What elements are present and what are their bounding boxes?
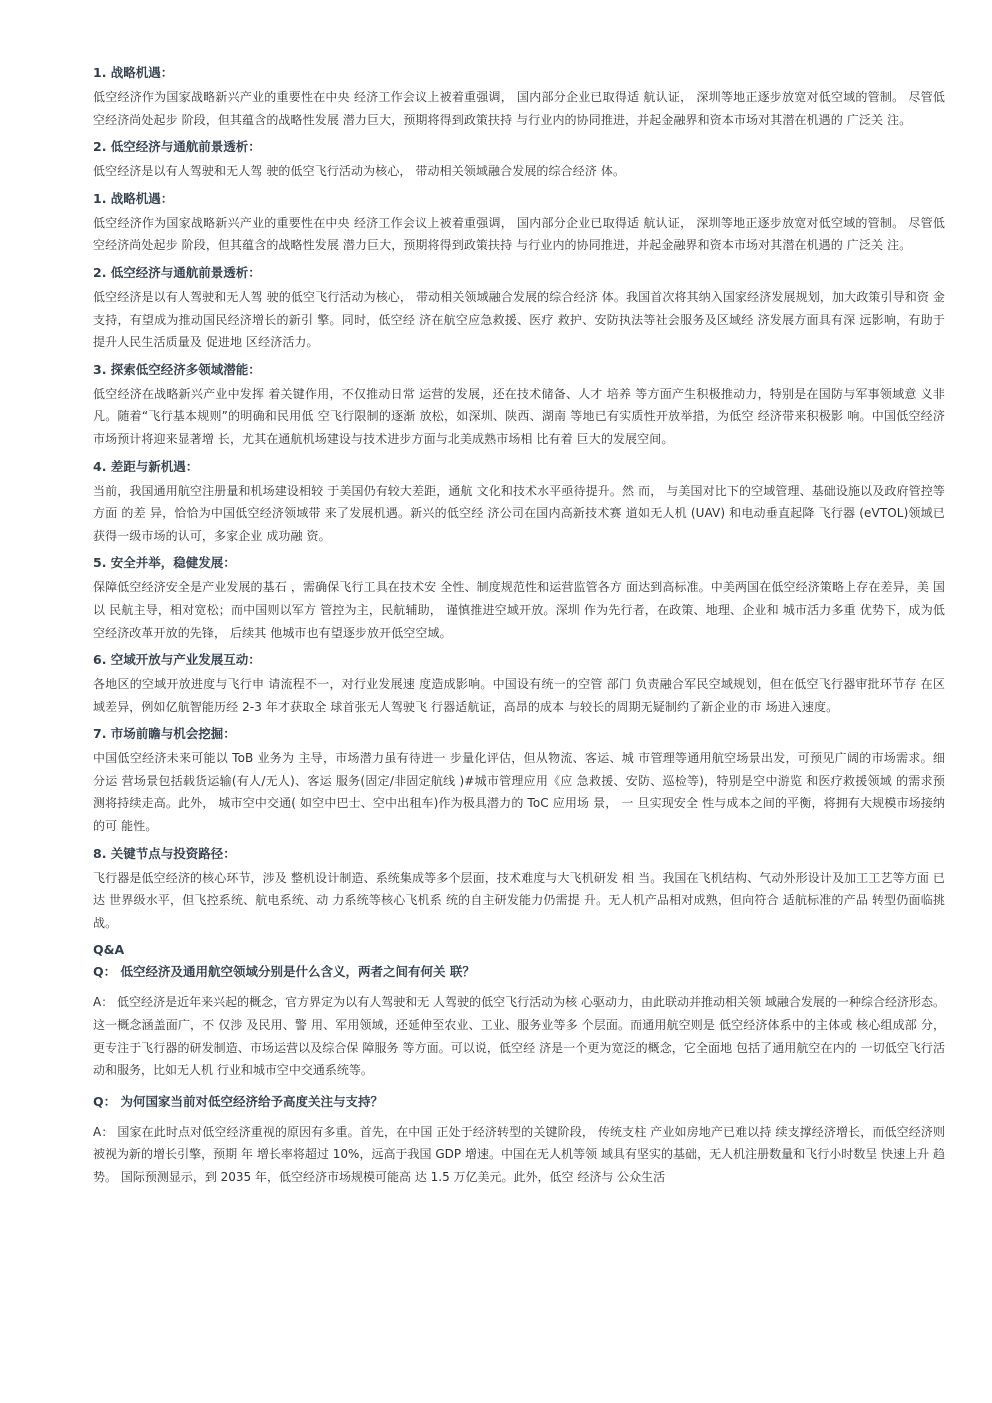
section-heading: 1. 战略机遇： — [93, 190, 174, 206]
section-heading: 2. 低空经济与通航前景透析： — [93, 264, 261, 280]
section-paragraph: 保障低空经济安全是产业发展的基石 ，需确保飞行工具在技术安 全性、制度规范性和运营监管各方 面达到高标准。中美两国在低空经济策略上存在差异，美 国以 民航主导，相对宽松；而中国则以军方 管控为主，民航辅助， 谨慎推进空域开放。深圳 作为先行者，在政策、地理、企业和 城市活力多重 优势下，成为低空经济改革开放的先锋， 后续其 他城市也有望逐步放开低空空域。 — [93, 580, 945, 640]
section-heading: 8. 关键节点与投资路径： — [93, 845, 236, 861]
qa-question: Q： 低空经济及通用航空领域分别是什么含义，两者之间有何关 联？ — [93, 964, 475, 980]
section-paragraph: 低空经济是以有人驾驶和无人驾 驶的低空飞行活动为核心， 带动相关领域融合发展的综合经济 体。我国首次将其纳入国家经济发展规划，加大政策引导和资 金支持，有望成为推动国民经济增长的新引 擎。同时，低空经 济在航空应急救援、医疗 救护、安防执法等社会服务及区域经 济发展方面具有深 远影响，有助于提升人民生活质量及 促进地 区经济活力。 — [93, 289, 945, 350]
section-heading: 5. 安全并举，稳健发展： — [93, 555, 236, 571]
section-paragraph: 飞行器是低空经济的核心环节，涉及 整机设计制造、系统集成等多个层面，技术难度与大飞机研发 相 当。我国在飞机结构、气动外形设计及加工工艺等方面 已达 世界级水平，但飞控系统、航电系统、动 力系统等核心飞机系 统的自主研发能力仍需提 升。无人机产品相对成熟，但向符合 适航标准的产品 转型仍面临挑战。 — [93, 870, 945, 930]
section-paragraph: 各地区的空域开放进度与飞行申 请流程不一，对行业发展速 度造成影响。中国设有统一的空管 部门 负责融合军民空域规划，但在低空飞行器审批环节存 在区域差异，例如亿航智能历经 2-3 年才获取全 球首张无人驾驶飞 行器适航证，高昂的成本 与较长的周期无疑制约了新企业的市 场进入速度。 — [93, 677, 945, 714]
section-heading: 3. 探索低空经济多领域潜能： — [93, 361, 261, 377]
qa-answer: A： 国家在此时点对低空经济重视的原因有多重。首先，在中国 正处于经济转型的关键阶段， 传统支柱 产业如房地产已难以持 续支撑经济增长，而低空经济则被视为新的增长引擎，预期 年 增长率将超过 10%，远高于我国 GDP 增速。中国在无人机等领 域具有坚实的基础，无人机注册数量和飞行小时数呈 快速上升 趋势。 国际预测显示，到 2035 年，低空经济市场规模可能高 达 1.5 万亿美元。此外，低空 经济与 公众生活 — [93, 1124, 945, 1184]
document-body — [93, 64, 945, 1198]
section-heading: 6. 空域开放与产业发展互动： — [93, 652, 261, 668]
section-paragraph: 当前，我国通用航空注册量和机场建设相较 于美国仍有较大差距，通航 文化和技术水平亟待提升。然 而， 与美国对比下的空域管理、基础设施以及政府管控等方面 的差 异，恰恰为中国低空经济领域带 来了发展机遇。新兴的低空经 济公司在国内高新技术赛 道如无人机 (UAV) 和电动垂直起降 飞行器 (eVTOL)领域已获得一级市场的认可，多家企业 成功融 资。 — [93, 483, 945, 543]
qa-title: Q&A — [93, 942, 125, 958]
section-heading: 4. 差距与新机遇： — [93, 458, 199, 474]
section-heading: 7. 市场前瞻与机会挖掘： — [93, 726, 236, 742]
section-paragraph: 低空经济在战略新兴产业中发挥 着关键作用，不仅推动日常 运营的发展，还在技术储备、人才 培养 等方面产生积极推动力，特别是在国防与军事领域意 义非 凡。随着“飞行基本规则”的明确和民用低 空飞行限制的逐渐 放松，如深圳、陕西、湖南 等地已有实质性开放举措，为低空 经济带来积极影 响。中国低空经济市场预计将迎来显著增 长，尤其在通航机场建设与技术进步方面与北美成熟市场相 比有着 巨大的发展空间。 — [93, 386, 945, 446]
section-paragraph: 低空经济是以有人驾驶和无人驾 驶的低空飞行活动为核心， 带动相关领域融合发展的综合经济 体。 — [93, 164, 626, 179]
section-paragraph: 低空经济作为国家战略新兴产业的重要性在中央 经济工作会议上被着重强调， 国内部分企业已取得适 航认证， 深圳等地正逐步放宽对低空域的管制。 尽管低空经济尚处起步 阶段，但其蕴含的战略性发展 潜力巨大，预期将得到政策扶持 与行业内的协同推进，并起金融界和资本市场对其潜在机遇的 广泛关 注。 — [93, 215, 945, 253]
section-heading: 2. 低空经济与通航前景透析： — [93, 139, 261, 155]
section-paragraph: 低空经济作为国家战略新兴产业的重要性在中央 经济工作会议上被着重强调， 国内部分企业已取得适 航认证， 深圳等地正逐步放宽对低空域的管制。 尽管低空经济尚处起步 阶段，但其蕴含的战略性发展 潜力巨大，预期将得到政策扶持 与行业内的协同推进，并起金融界和资本市场对其潜在机遇的 广泛关 注。 — [93, 90, 945, 127]
section-heading: 1. 战略机遇： — [93, 65, 174, 80]
section-paragraph: 中国低空经济未来可能以 ToB 业务为 主导，市场潜力虽有待进一 步量化评估，但从物流、客运、城 市管理等通用航空场景出发，可预见广阔的市场需求。细 分运 营场景包括载货运输(有人/无人)、客运 服务(固定/非固定航线 )#城市管理应用《应 急救援、安防、巡检等)，特别是空中游览 和医疗救援领域 的需求预测将持续走高。此外， 城市空中交通( 如空中巴士、空中出租车)作为极具潜力的 ToC 应用场 景， 一 旦实现安全 性与成本之间的平衡，将拥有大规模市场接纳的可 能性。 — [93, 751, 945, 834]
qa-question: Q： 为何国家当前对低空经济给予高度关注与支持？ — [93, 1093, 383, 1109]
qa-answer: A： 低空经济是近年来兴起的概念，官方界定为以有人驾驶和无 人驾驶的低空飞行活动为核 心驱动力，由此联动并推动相关领 域融合发展的一种综合经济形态。这一概念涵盖面广，不 仅涉 及民用、警 用、军用领域，还延伸至农业、工业、服务业等多 个层面。而通用航空则是 低空经济体系中的主体或 核心组成部 分，更专注于飞行器的研发制造、市场运营以及综合保 障服务 等方面。可以说，低空经 济是一个更为宽泛的概念，它全面地 包括了通用航空在内的 一切低空飞行活动和服务，比如无人机 行业和城市空中交通系统等。 — [93, 995, 945, 1078]
